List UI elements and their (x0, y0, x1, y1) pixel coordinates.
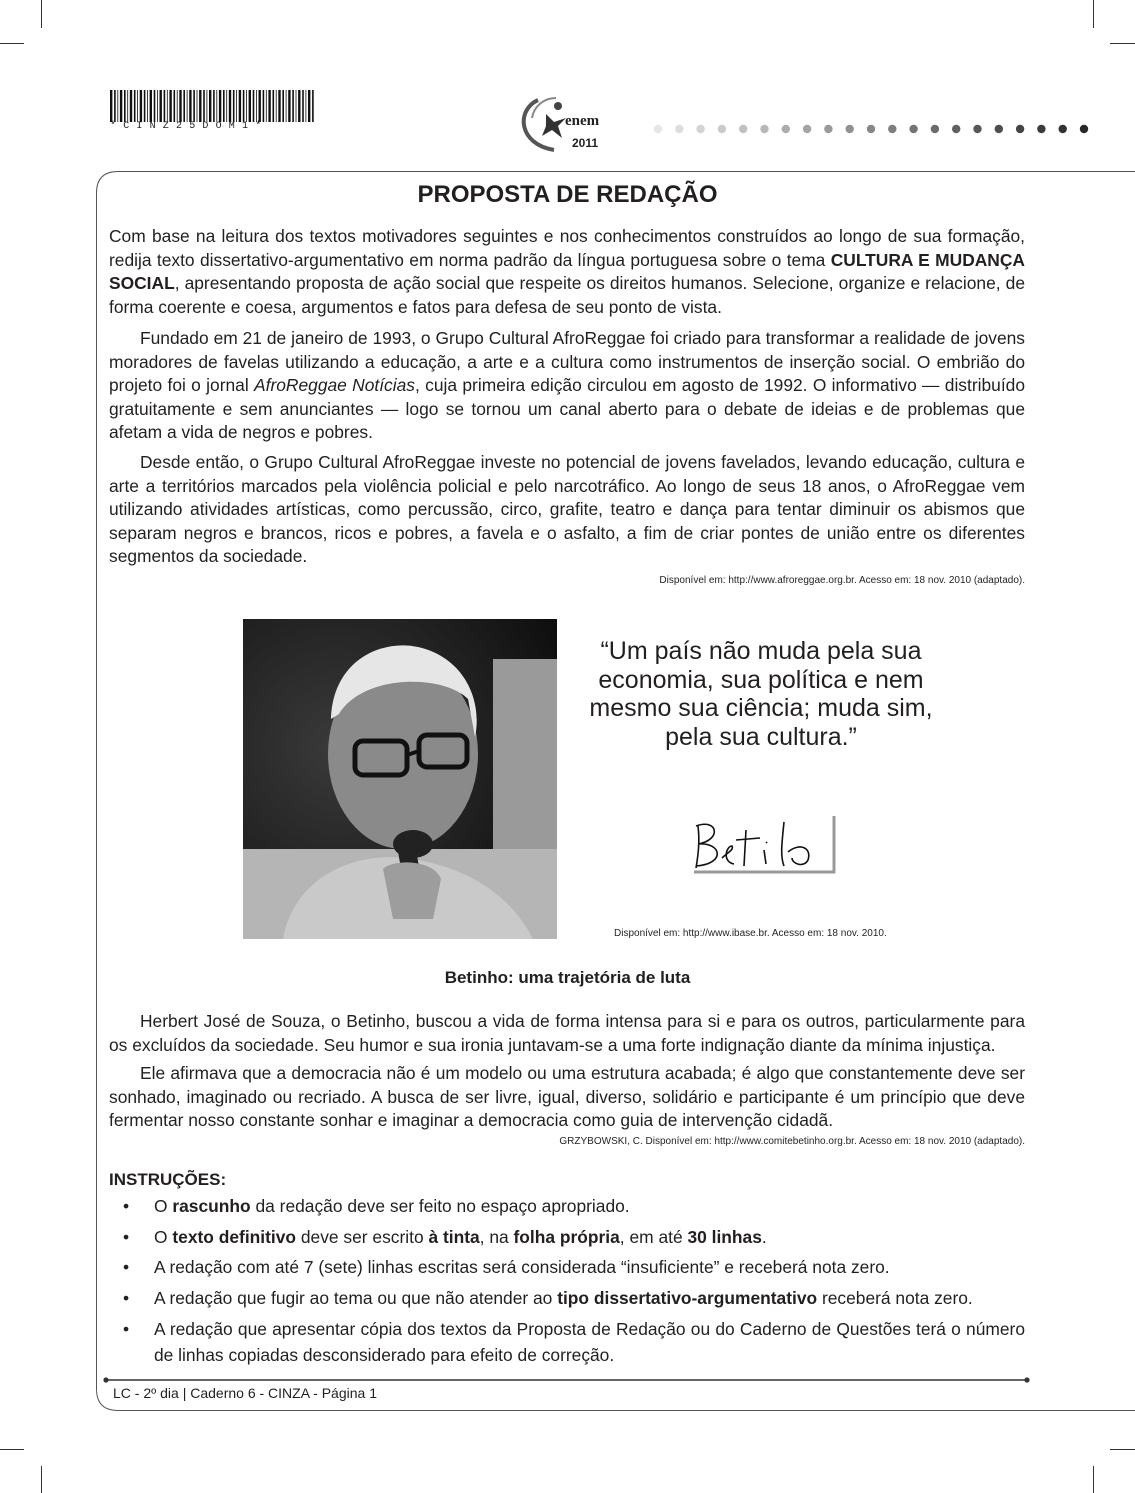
section-subtitle: Betinho: uma trajetória de luta (444, 968, 691, 987)
betinho-signature (688, 812, 836, 876)
betinho-quote: “Um país não muda pela sua economia, sua política e nem mesmo sua ciência; muda sim, pela sua cultura.” (589, 637, 933, 751)
betinho-quote-source: Disponível em: http://www.ibase.br. Acesso em: 18 nov. 2010. (614, 928, 887, 939)
instruction-item (109, 1285, 1025, 1311)
logo-word: enem (565, 113, 600, 129)
afroreggae-source: Disponível em: http://www.afroreggae.org.br. Acesso em: 18 nov. 2010 (adaptado). (659, 575, 1025, 586)
instruction-item (109, 1254, 1025, 1280)
bullet: • (123, 1288, 130, 1308)
crop-mark (1110, 1449, 1135, 1450)
newspaper-name: AfroReggae Notícias (254, 375, 415, 395)
instruction-text: A redação que fugir ao tema ou que não atender ao tipo dissertativo-argumentativo receberá nota zero. (154, 1288, 973, 1308)
footer-rule (103, 1377, 1030, 1383)
instruction-text: A redação que apresentar cópia dos textos da Proposta de Redação ou do Caderno de Questões terá o número de linhas copiadas desconsiderado para efeito de correção. (154, 1319, 1025, 1365)
betinho-photo (243, 619, 557, 939)
crop-mark (1093, 1466, 1094, 1493)
instruction-item (109, 1224, 1025, 1250)
instruction-text: A redação com até 7 (sete) linhas escritas será considerada “insuficiente” e receberá nota zero. (154, 1257, 890, 1277)
betinho-paragraph-1: Herbert José de Souza, o Betinho, buscou a vida de forma intensa para si e para os outros, particularmente para os excluídos da sociedade. Seu humor e sua ironia juntavam-se a uma forte indignação diante da mínima injustiça. (109, 1011, 1025, 1055)
crop-mark (0, 43, 24, 44)
intro-text: Com base na leitura dos textos motivadores seguintes e nos conhecimentos construídos ao longo de sua formação, redija texto dissertativo-argumentativo em norma padrão da língua portuguesa sobre o tema (109, 226, 1025, 270)
instruction-text: O rascunho da redação deve ser feito no espaço apropriado. (154, 1196, 630, 1216)
intro-text: , apresentando proposta de ação social que respeite os direitos humanos. Selecione, organize e relacione, de forma coerente e coesa, argumentos e fatos para defesa de seu ponto de vista. (109, 273, 1025, 317)
dot-gradient-decoration (650, 122, 1110, 136)
barcode (110, 90, 315, 122)
instruction-item (109, 1193, 1025, 1219)
bullet: • (123, 1196, 130, 1216)
instructions-title: INSTRUÇÕES: (109, 1170, 227, 1189)
paragraph-text: , cuja primeira edição circulou em agosto de 1992. O informativo — distribuído gratuitamente e sem anunciantes — logo se tornou um canal aberto para o debate de ideias e de problemas que afetam a vida de negros e pobres. (109, 375, 1026, 442)
afroreggae-paragraph-2: Desde então, o Grupo Cultural AfroReggae investe no potencial de jovens favelados, levando educação, cultura e arte a territórios marcados pela violência policial e pelo narcotráfico. Ao longo de seus 18 anos, o AfroReggae vem utilizando atividades artísticas, como percussão, circo, grafite, teatro e dança para tentar diminuir os abismos que separam negros e brancos, ricos e pobres, a favela e o asfalto, a fim de criar pontes de união entre os diferentes segmentos da sociedade. (109, 452, 1025, 566)
page-title: PROPOSTA DE REDAÇÃO (417, 181, 718, 208)
barcode-caption: *CINZ25DOM1* (110, 121, 269, 132)
betinho-text-source: GRZYBOWSKI, C. Disponível em: http://www.comitebetinho.org.br. Acesso em: 18 nov. 2010 (adaptado). (559, 1136, 1025, 1147)
theme-text: CULTURA E MUDANÇA SOCIAL (109, 249, 1025, 293)
crop-mark (41, 1466, 42, 1493)
bullet: • (123, 1227, 130, 1247)
bullet: • (123, 1319, 130, 1339)
page-footer: LC - 2º dia | Caderno 6 - CINZA - Página 1 (113, 1385, 377, 1401)
intro-paragraph (109, 225, 1025, 319)
bullet: • (123, 1257, 130, 1277)
instruction-item (109, 1316, 1025, 1368)
crop-mark (1110, 43, 1135, 44)
crop-mark (1093, 0, 1094, 28)
instruction-text: O texto definitivo deve ser escrito à tinta, na folha própria, em até 30 linhas. (154, 1227, 767, 1247)
betinho-paragraph-2: Ele afirmava que a democracia não é um modelo ou uma estrutura acabada; é algo que constantemente deve ser sonhado, imaginado ou recriado. A busca de ser livre, igual, diverso, solidário e participante é um princípio que deve fermentar nosso constante sonhar e imaginar a democracia como guia de intervenção cidadã. (109, 1063, 1025, 1130)
afroreggae-paragraph-1 (109, 327, 1025, 445)
logo-year: 2011 (572, 136, 599, 150)
crop-mark (0, 1449, 24, 1450)
crop-mark (41, 0, 42, 28)
paragraph-text: Fundado em 21 de janeiro de 1993, o Grupo Cultural AfroReggae foi criado para transformar a realidade de jovens moradores de favelas utilizando a educação, a arte e a cultura como instrumentos de inserção social. O embrião do projeto foi o jornal (109, 328, 1025, 395)
